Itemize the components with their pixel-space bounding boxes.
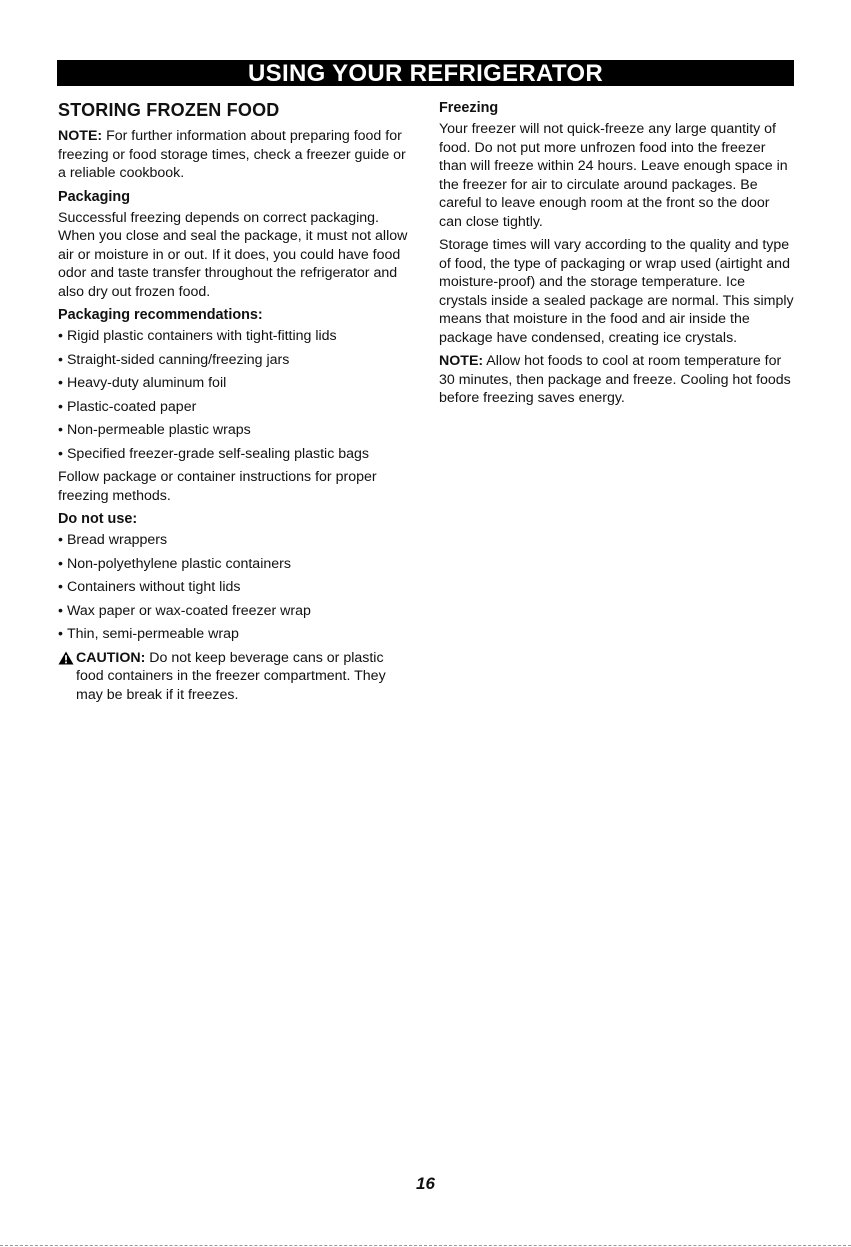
caution-block bbox=[58, 649, 410, 705]
caution-text: Do not keep beverage cans or plastic food containers in the freezer compartment. They may be break if it freezes. bbox=[76, 649, 386, 703]
list-item-text: Non-polyethylene plastic containers bbox=[66, 555, 291, 572]
bullet-icon: • bbox=[58, 398, 63, 415]
follow-paragraph: Follow package or container instructions for proper freezing methods. bbox=[58, 469, 377, 504]
packaging-heading: Packaging bbox=[58, 188, 130, 205]
list-item bbox=[58, 421, 410, 440]
list-item bbox=[58, 398, 410, 417]
list-item-text: Non-permeable plastic wraps bbox=[66, 422, 251, 438]
bullet-icon: • bbox=[58, 555, 63, 572]
recommendations-heading: Packaging recommendations: bbox=[58, 307, 263, 323]
list-item bbox=[58, 445, 410, 464]
page-title: STORING FROZEN FOOD bbox=[58, 100, 280, 120]
bullet-icon: • bbox=[58, 422, 63, 438]
note-label: NOTE: bbox=[58, 128, 103, 144]
note-paragraph bbox=[439, 352, 795, 408]
bullet-icon: • bbox=[58, 532, 63, 548]
bullet-icon: • bbox=[58, 445, 63, 462]
list-item-text: Straight-sided canning/freezing jars bbox=[66, 351, 290, 368]
caution-label: CAUTION: bbox=[76, 649, 146, 666]
list-item-text: Specified freezer-grade self-sealing plastic bags bbox=[66, 445, 370, 462]
freezing-heading: Freezing bbox=[439, 100, 499, 116]
right-column bbox=[439, 99, 795, 413]
list-item-text: Wax paper or wax-coated freezer wrap bbox=[66, 602, 311, 619]
bullet-icon: • bbox=[58, 579, 63, 595]
do-not-use-list bbox=[58, 531, 410, 644]
list-item-text: Bread wrappers bbox=[66, 532, 168, 548]
bottom-divider bbox=[0, 1245, 851, 1246]
note-text: For further information about preparing food for freezing or food storage times, check a freezer guide or a reliable cookbook. bbox=[58, 128, 406, 181]
list-item bbox=[58, 351, 410, 370]
bullet-icon: • bbox=[58, 602, 63, 619]
bullet-icon: • bbox=[58, 375, 63, 391]
do-not-use-heading: Do not use: bbox=[58, 511, 138, 527]
note-text: Allow hot foods to cool at room temperature for 30 minutes, then package and freeze. Cooling hot foods before freezing saves energy. bbox=[439, 353, 791, 406]
list-item bbox=[58, 327, 410, 346]
bullet-icon: • bbox=[58, 626, 63, 642]
left-column bbox=[58, 99, 410, 704]
list-item-text: Rigid plastic containers with tight-fitting lids bbox=[66, 328, 337, 344]
list-item bbox=[58, 602, 410, 621]
section-banner: USING YOUR REFRIGERATOR bbox=[57, 60, 794, 86]
list-item bbox=[58, 578, 410, 597]
note-paragraph bbox=[58, 127, 410, 183]
freezing-paragraph-2: Storage times will vary according to the quality and type of food, the type of packaging or wrap used (airtight and moisture-proof) and the storage temperature. Ice crystals inside a sealed package are normal. This simply means that moisture in the food and air inside the package have condensed, creating ice crystals. bbox=[439, 237, 794, 346]
list-item bbox=[58, 374, 410, 393]
bullet-icon: • bbox=[58, 328, 63, 344]
freezing-paragraph-1: Your freezer will not quick-freeze any large quantity of food. Do not put more unfrozen food into the freezer than will freeze within 24 hours. Leave enough space in the freezer for air to circulate around packages. Be careful to leave enough room at the front so the door can close tightly. bbox=[439, 121, 788, 230]
list-item-text: Containers without tight lids bbox=[66, 579, 241, 595]
list-item bbox=[58, 625, 410, 644]
list-item bbox=[58, 531, 410, 550]
list-item-text: Heavy-duty aluminum foil bbox=[66, 375, 227, 391]
list-item-text: Thin, semi-permeable wrap bbox=[66, 626, 239, 642]
bullet-icon: • bbox=[58, 351, 63, 368]
note-label: NOTE: bbox=[439, 353, 484, 369]
page-number: 16 bbox=[416, 1174, 435, 1193]
list-item bbox=[58, 555, 410, 574]
recommendations-list bbox=[58, 327, 410, 463]
warning-triangle-icon bbox=[58, 651, 74, 665]
packaging-paragraph: Successful freezing depends on correct packaging. When you close and seal the package, it must not allow air or moisture in or out. If it does, you could have food odor and taste transfer throughout the refrigerator and also dry out frozen food. bbox=[58, 209, 408, 300]
list-item-text: Plastic-coated paper bbox=[66, 398, 197, 415]
